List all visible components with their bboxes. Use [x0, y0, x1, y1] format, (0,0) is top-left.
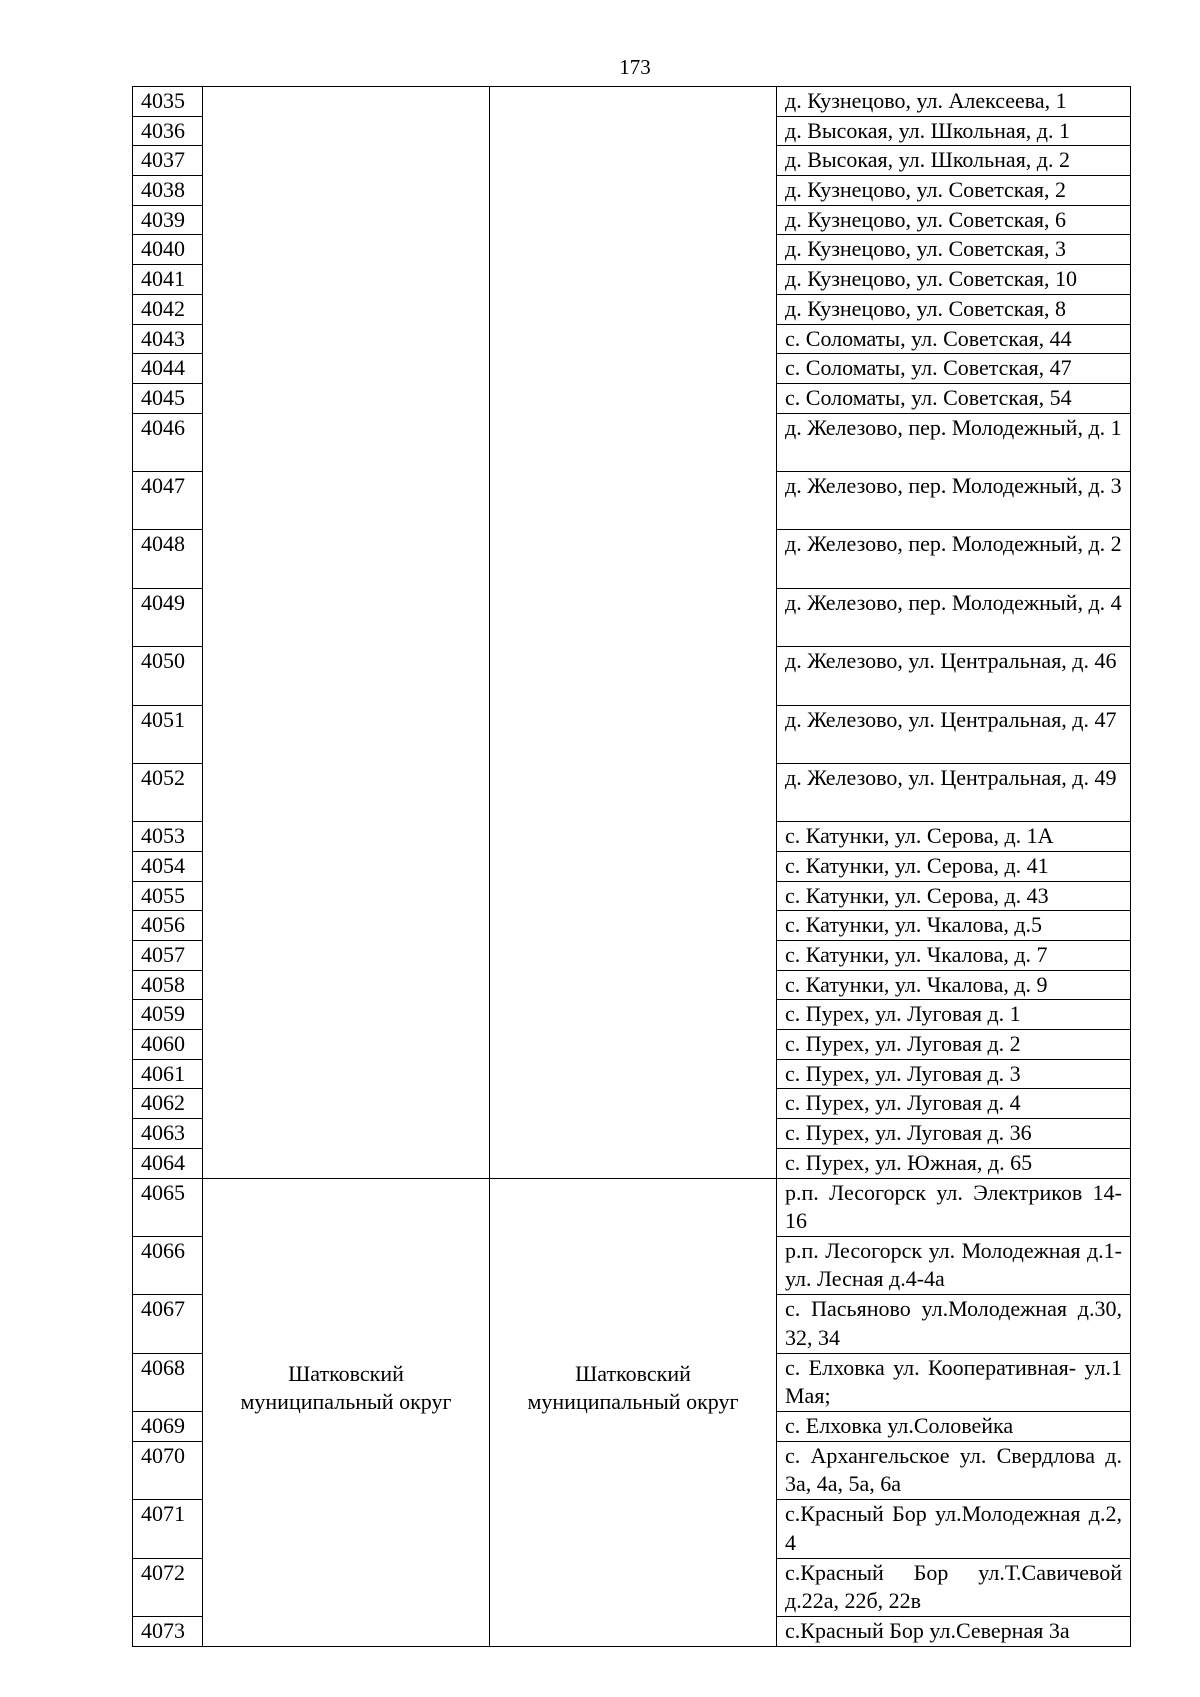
row-number: 4072 [133, 1558, 203, 1616]
row-number: 4068 [133, 1353, 203, 1411]
table-body [133, 87, 1131, 1647]
address-cell: с. Катунки, ул. Серова, д. 41 [777, 851, 1131, 881]
row-number: 4038 [133, 176, 203, 206]
row-number: 4037 [133, 146, 203, 176]
address-cell: д. Железово, пер. Молодежный, д. 2 [777, 530, 1131, 588]
address-cell: д. Железово, пер. Молодежный, д. 1 [777, 413, 1131, 471]
address-cell: д. Железово, ул. Центральная, д. 47 [777, 705, 1131, 763]
row-number: 4063 [133, 1119, 203, 1149]
address-cell: д. Железово, пер. Молодежный, д. 4 [777, 588, 1131, 646]
row-number: 4035 [133, 87, 203, 117]
address-cell: с. Катунки, ул. Серова, д. 43 [777, 881, 1131, 911]
row-number: 4067 [133, 1295, 203, 1353]
row-number: 4070 [133, 1441, 203, 1499]
row-number: 4044 [133, 354, 203, 384]
table-row [133, 87, 1131, 117]
row-number: 4058 [133, 970, 203, 1000]
row-number: 4059 [133, 1000, 203, 1030]
address-cell: д. Высокая, ул. Школьная, д. 2 [777, 146, 1131, 176]
row-number: 4055 [133, 881, 203, 911]
address-cell: с. Катунки, ул. Чкалова, д.5 [777, 911, 1131, 941]
row-number: 4065 [133, 1178, 203, 1236]
address-cell: с. Соломаты, ул. Советская, 54 [777, 383, 1131, 413]
district-cell: Шатковский муниципальный округ [203, 1178, 490, 1646]
address-cell: с. Пурех, ул. Южная, д. 65 [777, 1148, 1131, 1178]
address-cell: р.п. Лесогорск ул. Молодежная д.1- ул. Лесная д.4-4а [777, 1236, 1131, 1294]
row-number: 4066 [133, 1236, 203, 1294]
row-number: 4071 [133, 1500, 203, 1558]
okrug-cell [490, 87, 777, 1179]
okrug-cell: Шатковский муниципальный округ [490, 1178, 777, 1646]
address-cell: с. Пасьяново ул.Молодежная д.30, 32, 34 [777, 1295, 1131, 1353]
row-number: 4052 [133, 763, 203, 821]
row-number: 4036 [133, 116, 203, 146]
address-cell: д. Кузнецово, ул. Советская, 2 [777, 176, 1131, 206]
address-cell: с. Катунки, ул. Серова, д. 1А [777, 822, 1131, 852]
row-number: 4053 [133, 822, 203, 852]
address-cell: с.Красный Бор ул.Северная 3а [777, 1616, 1131, 1646]
address-cell: с. Катунки, ул. Чкалова, д. 7 [777, 941, 1131, 971]
address-cell: д. Железово, пер. Молодежный, д. 3 [777, 471, 1131, 529]
row-number: 4039 [133, 205, 203, 235]
row-number: 4041 [133, 265, 203, 295]
address-cell: д. Кузнецово, ул. Советская, 3 [777, 235, 1131, 265]
row-number: 4051 [133, 705, 203, 763]
address-cell: с. Катунки, ул. Чкалова, д. 9 [777, 970, 1131, 1000]
row-number: 4054 [133, 851, 203, 881]
row-number: 4043 [133, 324, 203, 354]
row-number: 4064 [133, 1148, 203, 1178]
row-number: 4042 [133, 294, 203, 324]
address-cell: с. Архангельское ул. Свердлова д. 3а, 4а, 5а, 6а [777, 1441, 1131, 1499]
address-cell: р.п. Лесогорск ул. Электриков 14-16 [777, 1178, 1131, 1236]
address-cell: д. Железово, ул. Центральная, д. 49 [777, 763, 1131, 821]
row-number: 4069 [133, 1412, 203, 1442]
row-number: 4060 [133, 1030, 203, 1060]
row-number: 4050 [133, 647, 203, 705]
address-cell: с. Пурех, ул. Луговая д. 36 [777, 1119, 1131, 1149]
row-number: 4061 [133, 1059, 203, 1089]
row-number: 4045 [133, 383, 203, 413]
page-number: 173 [619, 55, 651, 79]
address-cell: с. Пурех, ул. Луговая д. 4 [777, 1089, 1131, 1119]
address-cell: д. Кузнецово, ул. Советская, 8 [777, 294, 1131, 324]
address-cell: с. Пурех, ул. Луговая д. 2 [777, 1030, 1131, 1060]
row-number: 4048 [133, 530, 203, 588]
row-number: 4057 [133, 941, 203, 971]
row-number: 4062 [133, 1089, 203, 1119]
address-cell: с. Елховка ул.Соловейка [777, 1412, 1131, 1442]
address-cell: с. Соломаты, ул. Советская, 44 [777, 324, 1131, 354]
row-number: 4056 [133, 911, 203, 941]
address-cell: д. Кузнецово, ул. Алексеева, 1 [777, 87, 1131, 117]
address-cell: с.Красный Бор ул.Молодежная д.2, 4 [777, 1500, 1131, 1558]
address-cell: с. Пурех, ул. Луговая д. 3 [777, 1059, 1131, 1089]
address-cell: с. Елховка ул. Кооперативная- ул.1 Мая; [777, 1353, 1131, 1411]
row-number: 4049 [133, 588, 203, 646]
address-cell: с. Пурех, ул. Луговая д. 1 [777, 1000, 1131, 1030]
address-cell: д. Высокая, ул. Школьная, д. 1 [777, 116, 1131, 146]
row-number: 4047 [133, 471, 203, 529]
address-cell: с. Соломаты, ул. Советская, 47 [777, 354, 1131, 384]
address-cell: д. Железово, ул. Центральная, д. 46 [777, 647, 1131, 705]
row-number: 4040 [133, 235, 203, 265]
row-number: 4046 [133, 413, 203, 471]
district-cell [203, 87, 490, 1179]
row-number: 4073 [133, 1616, 203, 1646]
table-row [133, 1178, 1131, 1236]
address-cell: д. Кузнецово, ул. Советская, 6 [777, 205, 1131, 235]
addresses-table [132, 86, 1131, 1647]
address-cell: с.Красный Бор ул.Т.Савичевой д.22а, 22б, 22в [777, 1558, 1131, 1616]
address-cell: д. Кузнецово, ул. Советская, 10 [777, 265, 1131, 295]
